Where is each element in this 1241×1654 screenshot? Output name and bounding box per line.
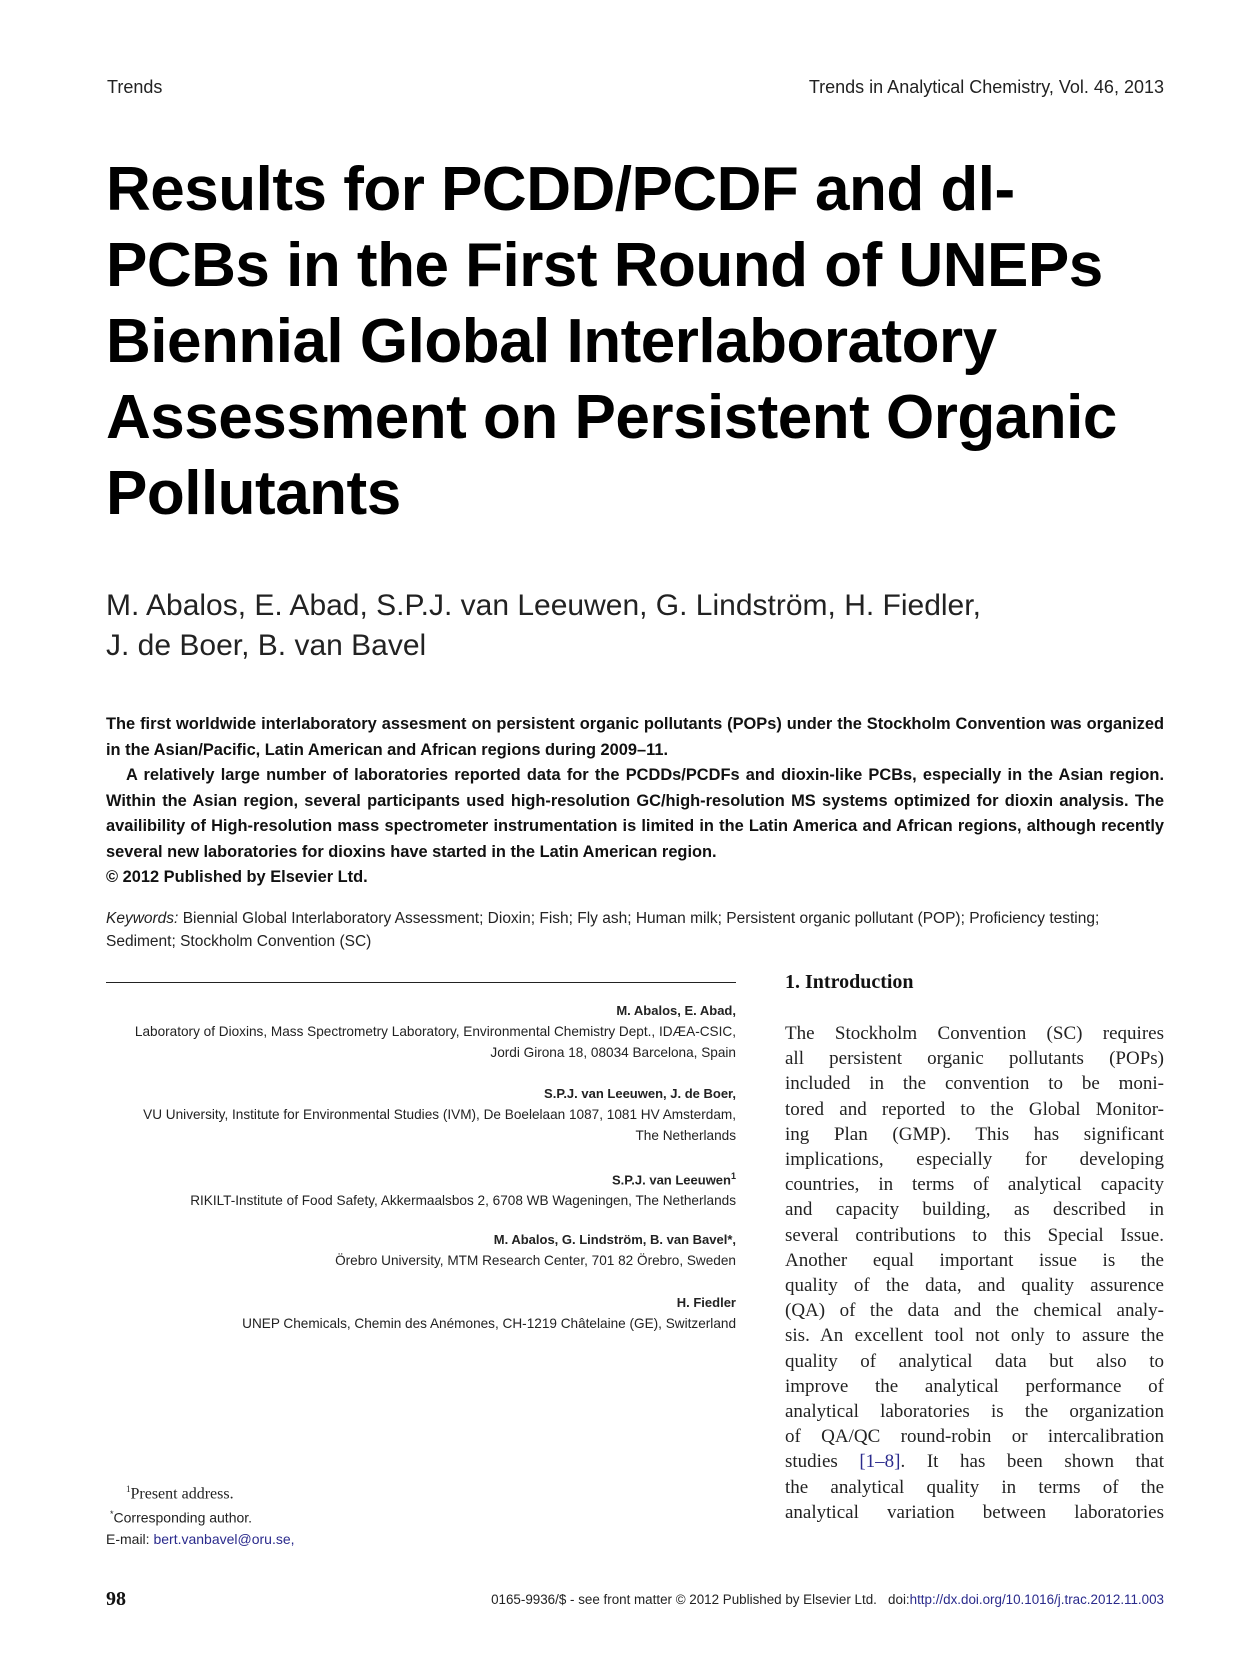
footer-info bbox=[491, 1592, 1164, 1607]
body-line: sis. An excellent tool not only to assure the bbox=[785, 1325, 1164, 1347]
abstract-paragraph: The first worldwide interlaboratory assesment on persistent organic pollutants (POPs) under the Stockholm Convention was organized in the Asian/Pacific, Latin American and African regions during 2009–11. bbox=[106, 715, 1164, 759]
email-link[interactable]: bert.vanbavel@oru.se, bbox=[153, 1530, 295, 1547]
running-header-journal: Trends in Analytical Chemistry, Vol. 46, 2013 bbox=[808, 77, 1164, 97]
body-line: Another equal important issue is the bbox=[785, 1249, 1164, 1271]
affiliation-address: RIKILT-Institute of Food Safety, Akkermaalsbos 2, 6708 WB Wageningen, The Netherlands bbox=[190, 1193, 736, 1209]
running-header-section: Trends bbox=[107, 77, 163, 97]
body-line: and capacity building, as described in bbox=[785, 1199, 1164, 1221]
introduction-body bbox=[785, 1021, 1164, 1525]
affiliation-block bbox=[96, 1166, 736, 1211]
author-line: J. de Boer, B. van Bavel bbox=[106, 629, 427, 662]
copyright-notice: © 2012 Published by Elsevier Ltd. bbox=[106, 868, 368, 886]
affiliation-authors: S.P.J. van Leeuwen, J. de Boer, bbox=[544, 1086, 736, 1101]
body-line: several contributions to this Special Issue. bbox=[785, 1224, 1164, 1246]
footnote-marker: 1 bbox=[730, 1171, 736, 1181]
affiliation-block bbox=[96, 1000, 736, 1063]
affiliation-address: VU University, Institute for Environmental Studies (IVM), De Boelelaan 1087, 1081 HV Amsterdam, bbox=[143, 1107, 736, 1122]
affiliation-address: Örebro University, MTM Research Center, 701 82 Örebro, Sweden bbox=[335, 1253, 736, 1268]
footnote-present-address: $^1$Present address. bbox=[126, 1484, 234, 1503]
abstract-paragraph: A relatively large number of laboratories reported data for the PCDDs/PCDFs and dioxin-like PCBs, especially in the Asian region. Within the Asian region, several participants used high-resolution GC/high-resolution MS systems optimized for dioxin analysis. The availibility of High-resolution mass spectrometer instrumentation is limited in the Latin America and African regions, although recently several new laboratories for dioxins have started in the Latin American region. bbox=[106, 766, 1164, 861]
front-matter-notice: 0165-9936/$ - see front matter © 2012 Published by Elsevier Ltd. bbox=[491, 1592, 877, 1607]
affiliation-address: Jordi Girona 18, 08034 Barcelona, Spain bbox=[490, 1045, 736, 1060]
section-heading-introduction: 1. Introduction bbox=[785, 971, 914, 993]
doi-link[interactable]: http://dx.doi.org/10.1016/j.trac.2012.11.003 bbox=[909, 1592, 1164, 1607]
body-line-with-citation: studies [1–8]. It has been shown that bbox=[785, 1451, 1165, 1473]
citation-link[interactable]: [1–8] bbox=[859, 1451, 901, 1473]
affiliation-authors: S.P.J. van Leeuwen$^1$ bbox=[612, 1171, 736, 1188]
author-line: M. Abalos, E. Abad, S.P.J. van Leeuwen, G. Lindström, H. Fiedler, bbox=[106, 589, 981, 622]
body-line: of QA/QC round-robin or intercalibration bbox=[785, 1426, 1164, 1448]
body-line: the analytical quality in terms of the bbox=[785, 1476, 1164, 1498]
affiliation-block bbox=[96, 1229, 736, 1271]
affiliation-authors: M. Abalos, E. Abad, bbox=[616, 1003, 736, 1018]
body-line: all persistent organic pollutants (POPs) bbox=[785, 1048, 1164, 1070]
body-line: ing Plan (GMP). This has significant bbox=[785, 1123, 1164, 1145]
doi-label: doi: bbox=[888, 1592, 910, 1607]
footnote-corresponding: *Corresponding author. bbox=[110, 1509, 253, 1526]
body-line: The Stockholm Convention (SC) requires bbox=[785, 1023, 1164, 1044]
affiliation-block bbox=[96, 1083, 736, 1146]
affiliation-block bbox=[96, 1292, 736, 1334]
author-list bbox=[106, 586, 1156, 666]
body-line: quality of the data, and quality assurence bbox=[785, 1275, 1164, 1297]
keywords-text: Biennial Global Interlaboratory Assessment; Dioxin; Fish; Fly ash; Human milk; Persistent organic pollutant (POP); Proficiency testing; Sediment; Stockholm Convention (SC) bbox=[106, 910, 1100, 950]
body-line: analytical laboratories is the organization bbox=[785, 1401, 1164, 1423]
body-line: included in the convention to be moni- bbox=[785, 1073, 1164, 1095]
affiliation-address: Laboratory of Dioxins, Mass Spectrometry Laboratory, Environmental Chemistry Dept., IDÆA-CSIC, bbox=[134, 1024, 736, 1039]
article-title: Results for PCDD/PCDF and dl-PCBs in the First Round of UNEPs Biennial Global Interlaboratory Assessment on Persistent Organic Pollutants bbox=[106, 155, 1117, 528]
keywords-label: Keywords: bbox=[106, 910, 179, 927]
body-line: countries, in terms of analytical capacity bbox=[785, 1174, 1164, 1196]
body-line: tored and reported to the Global Monitor- bbox=[785, 1098, 1164, 1120]
body-line: quality of analytical data but also to bbox=[785, 1350, 1164, 1372]
footnote-email: E-mail: bert.vanbavel@oru.se, bbox=[106, 1530, 295, 1547]
keywords bbox=[106, 907, 1164, 953]
affiliation-authors: H. Fiedler bbox=[676, 1295, 736, 1310]
body-line: analytical variation between laboratories bbox=[785, 1501, 1164, 1523]
page-number: 98 bbox=[106, 1588, 126, 1610]
affiliation-authors: M. Abalos, G. Lindström, B. van Bavel*, bbox=[493, 1232, 736, 1247]
affiliation-address: The Netherlands bbox=[635, 1128, 736, 1143]
footnotes bbox=[106, 1479, 295, 1550]
affiliation-address: UNEP Chemicals, Chemin des Anémones, CH-1219 Châtelaine (GE), Switzerland bbox=[242, 1316, 736, 1331]
body-line: implications, especially for developing bbox=[785, 1149, 1164, 1171]
abstract bbox=[106, 712, 1164, 891]
affiliation-divider bbox=[106, 982, 736, 983]
body-line: improve the analytical performance of bbox=[785, 1375, 1164, 1397]
body-line: (QA) of the data and the chemical analy- bbox=[785, 1300, 1164, 1322]
